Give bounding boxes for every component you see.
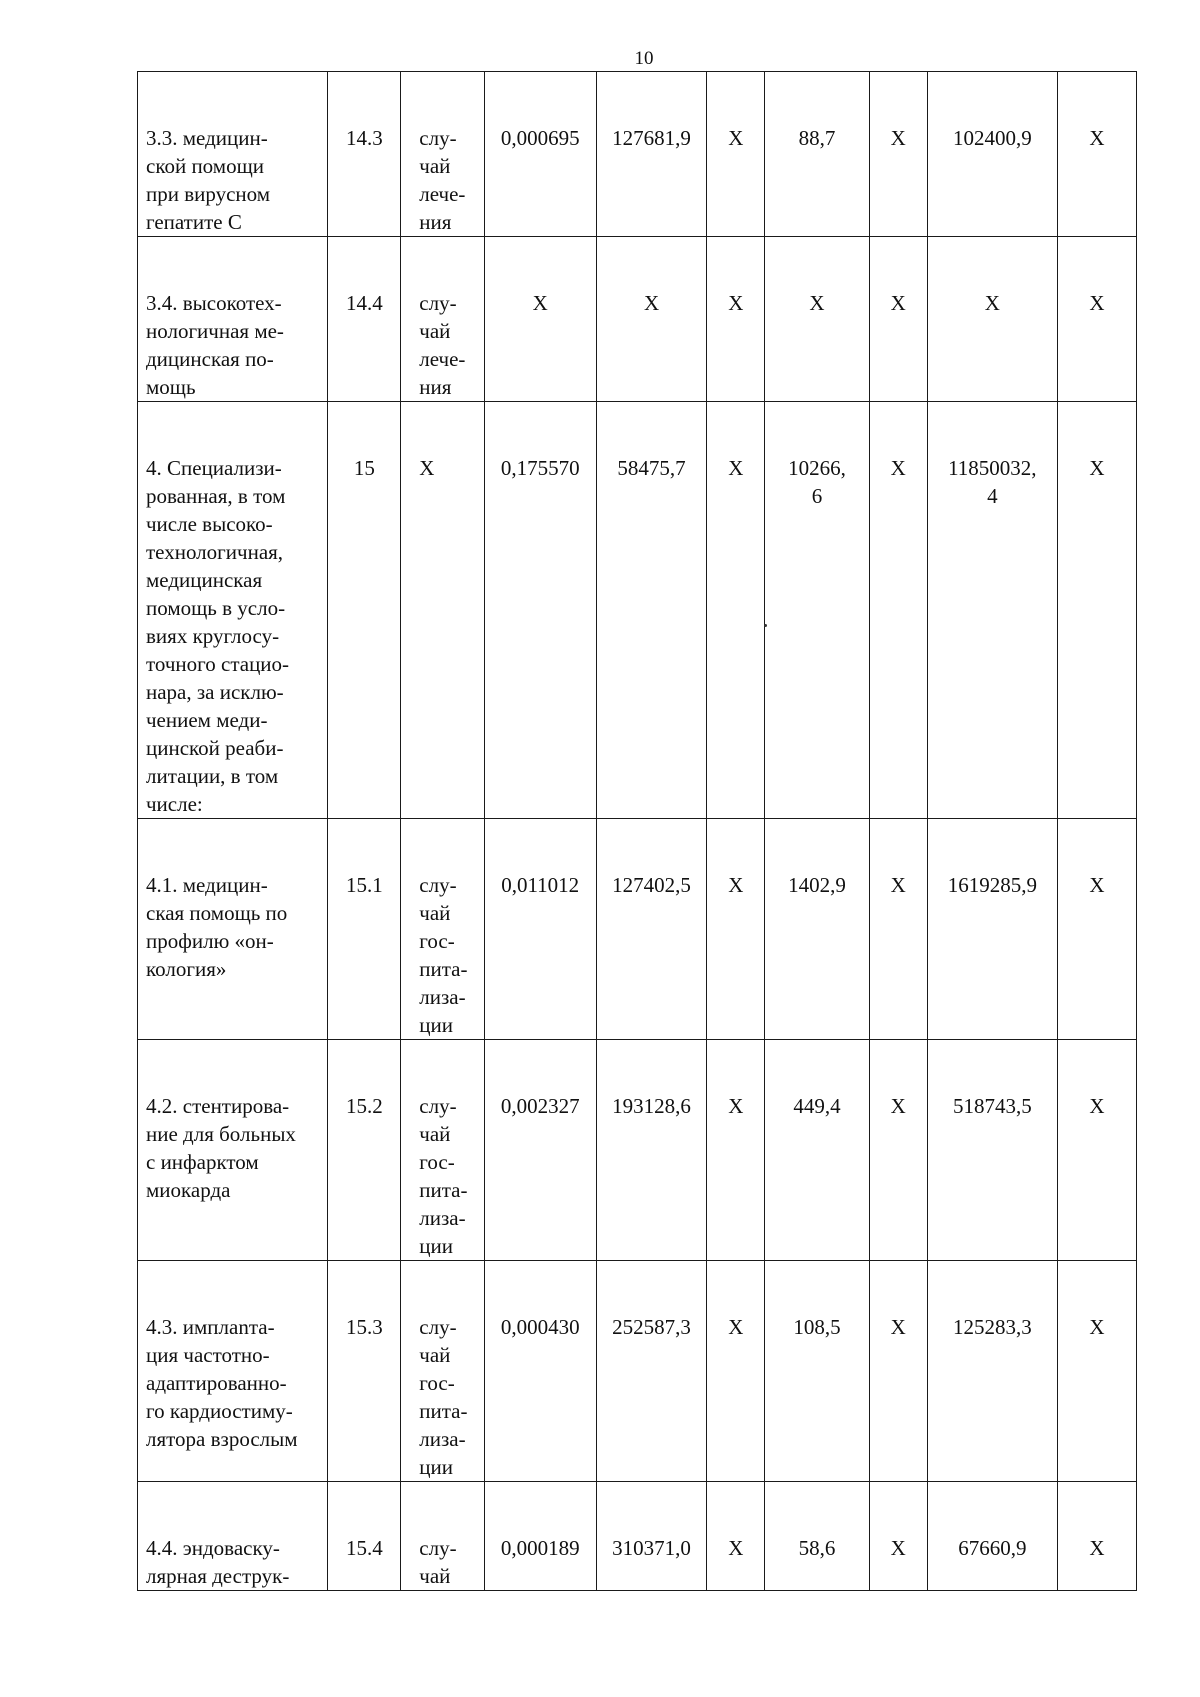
- cell-line: 125283,3: [952, 1315, 1032, 1339]
- cell-line: ской помощи: [146, 154, 264, 178]
- cell-line: литации, в том: [146, 764, 279, 788]
- cell-v5: [869, 72, 927, 237]
- table-row: [138, 402, 1137, 819]
- cell-text: X: [890, 873, 906, 897]
- cell-content: [401, 1482, 483, 1590]
- cell-content: [328, 1261, 400, 1341]
- cell-content: [401, 72, 483, 236]
- cell-line: X: [809, 291, 825, 315]
- cell-v7: [1057, 402, 1136, 819]
- cell-text: 14.3: [345, 126, 383, 150]
- cell-line: 1619285,9: [947, 873, 1037, 897]
- cell-text: 15.2: [345, 1094, 383, 1118]
- cell-v4: [765, 402, 869, 819]
- cell-v5: [869, 237, 927, 402]
- cell-line: чай: [419, 1564, 451, 1588]
- cell-content: [138, 237, 327, 401]
- cell-v1: [484, 819, 596, 1040]
- table-body: [138, 72, 1137, 1591]
- cell-line: с инфарктом: [146, 1150, 259, 1174]
- cell-line: гос-: [419, 1150, 455, 1174]
- cell-line: го кардиостиму-: [146, 1399, 293, 1423]
- cell-content: [485, 1482, 596, 1562]
- cell-line: 3.4. высокотех-: [146, 291, 282, 315]
- cell-v2: [596, 237, 706, 402]
- cell-v2: [596, 1482, 706, 1591]
- cell-line: помощь в усло-: [146, 596, 286, 620]
- cell-v5: [869, 819, 927, 1040]
- cell-line: пита-: [419, 957, 468, 981]
- cell-content: [765, 402, 868, 510]
- cell-content: [928, 237, 1057, 317]
- cell-text: X: [532, 291, 548, 315]
- cell-line: лиза-: [419, 1427, 466, 1451]
- cell-text: X: [728, 126, 744, 150]
- cell-line: слу-: [419, 1536, 457, 1560]
- cell-line: лече-: [419, 347, 466, 371]
- cell-code: [328, 1482, 401, 1591]
- cell-content: [401, 1040, 483, 1260]
- cell-content: [597, 1040, 706, 1120]
- cell-text: 15.3: [345, 1315, 383, 1339]
- cell-line: ния: [419, 375, 452, 399]
- cell-content: [870, 72, 927, 152]
- cell-content: [928, 819, 1057, 899]
- cell-line: 67660,9: [958, 1536, 1027, 1560]
- cell-text: X: [890, 1094, 906, 1118]
- cell-line: 449,4: [793, 1094, 841, 1118]
- cell-code: [328, 1040, 401, 1261]
- cell-line: миокарда: [146, 1178, 231, 1202]
- cell-line: слу-: [419, 126, 457, 150]
- cell-text: X: [643, 291, 660, 315]
- cell-v7: [1057, 819, 1136, 1040]
- cell-text: 127681,9: [612, 126, 691, 150]
- cell-content: [485, 402, 596, 482]
- cell-text: 0,000695: [500, 126, 580, 150]
- cell-content: [138, 72, 327, 236]
- cell-content: [1058, 402, 1136, 482]
- cell-line: слу-: [419, 1315, 457, 1339]
- cell-text: 127402,5: [612, 873, 691, 897]
- cell-name: [138, 1040, 328, 1261]
- cell-content: [597, 237, 706, 317]
- cell-content: [1058, 237, 1136, 317]
- table-row: [138, 237, 1137, 402]
- cell-v6: [927, 819, 1057, 1040]
- cell-name: [138, 1482, 328, 1591]
- cell-text: X: [1089, 1536, 1105, 1560]
- table-row: [138, 1482, 1137, 1591]
- scan-dot: [764, 624, 767, 627]
- cell-v4: [765, 237, 869, 402]
- cell-content: [138, 1040, 327, 1204]
- cell-text: X: [728, 1315, 744, 1339]
- cell-v1: [484, 1040, 596, 1261]
- cell-name: [138, 237, 328, 402]
- cell-content: [765, 1261, 868, 1341]
- cell-content: [485, 237, 596, 317]
- cell-line: числе высоко-: [146, 512, 273, 536]
- cell-text: 0,175570: [500, 456, 580, 480]
- cell-text: 15.4: [345, 1536, 383, 1560]
- cell-content: [870, 402, 927, 482]
- cell-code: [328, 819, 401, 1040]
- cell-text: 252587,3: [612, 1315, 691, 1339]
- cell-v5: [869, 1040, 927, 1261]
- cell-line: цинской реаби-: [146, 736, 284, 760]
- cell-text: 15.1: [345, 873, 383, 897]
- cell-text: X: [890, 1315, 906, 1339]
- cell-line: 10266,: [788, 456, 846, 480]
- cell-v1: [484, 1261, 596, 1482]
- cell-content: [870, 819, 927, 899]
- cell-content: [707, 1040, 764, 1120]
- cell-v1: [484, 237, 596, 402]
- cell-line: ции: [419, 1234, 453, 1258]
- cell-text: 14.4: [345, 291, 383, 315]
- cell-v6: [927, 402, 1057, 819]
- cell-v6: [927, 72, 1057, 237]
- cell-line: слу-: [419, 873, 457, 897]
- cell-content: [401, 237, 483, 401]
- cell-v3: [707, 72, 765, 237]
- cell-unit: [401, 402, 484, 819]
- cell-code: [328, 402, 401, 819]
- cell-line: чай: [419, 1122, 451, 1146]
- cell-line: 518743,5: [952, 1094, 1032, 1118]
- cell-content: [928, 1261, 1057, 1341]
- cell-line: слу-: [419, 291, 457, 315]
- table-row: [138, 72, 1137, 237]
- table-row: [138, 819, 1137, 1040]
- cost-table: [137, 71, 1137, 1591]
- cell-v6: [927, 1040, 1057, 1261]
- cell-text: X: [890, 291, 906, 315]
- cell-line: 102400,9: [952, 126, 1032, 150]
- cell-content: [707, 72, 764, 152]
- cell-v7: [1057, 1261, 1136, 1482]
- page-number: 10: [634, 48, 654, 69]
- cell-text: X: [1089, 1315, 1105, 1339]
- cell-text: X: [890, 1536, 906, 1560]
- cell-content: [401, 402, 483, 482]
- cell-v3: [707, 1482, 765, 1591]
- cell-line: пита-: [419, 1178, 468, 1202]
- cell-content: [485, 1040, 596, 1120]
- cell-content: [485, 1261, 596, 1341]
- cell-content: [597, 72, 706, 152]
- cell-text: X: [728, 1536, 744, 1560]
- cell-v3: [707, 237, 765, 402]
- cell-line: мощь: [146, 375, 196, 399]
- cell-name: [138, 72, 328, 237]
- cell-name: [138, 819, 328, 1040]
- cell-content: [928, 1040, 1057, 1120]
- cell-content: [485, 819, 596, 899]
- cell-content: [1058, 1040, 1136, 1120]
- cell-v5: [869, 402, 927, 819]
- cell-text: 15: [353, 456, 375, 480]
- cell-line: чай: [419, 319, 451, 343]
- cell-line: чай: [419, 1343, 451, 1367]
- cell-name: [138, 402, 328, 819]
- cell-content: [138, 1261, 327, 1453]
- cell-v3: [707, 402, 765, 819]
- cell-text: 0,002327: [500, 1094, 580, 1118]
- cell-line: гос-: [419, 1371, 455, 1395]
- cell-unit: [401, 1261, 484, 1482]
- cell-content: [597, 1482, 706, 1562]
- cell-line: X: [984, 291, 1000, 315]
- cell-text: 193128,6: [612, 1094, 691, 1118]
- cell-line: технологичная,: [146, 540, 284, 564]
- cell-line: 1402,9: [788, 873, 846, 897]
- cell-content: [707, 237, 764, 317]
- cell-line: ции: [419, 1013, 453, 1037]
- cell-line: ние для больных: [146, 1122, 296, 1146]
- cell-content: [1058, 72, 1136, 152]
- cell-v4: [765, 819, 869, 1040]
- cell-content: [870, 1261, 927, 1341]
- cell-v2: [596, 1040, 706, 1261]
- cell-content: [928, 402, 1057, 510]
- cell-line: лятора взрослым: [146, 1427, 298, 1451]
- cell-text: X: [728, 873, 744, 897]
- table-row: [138, 1261, 1137, 1482]
- cell-content: [328, 237, 400, 317]
- cell-line: при вирусном: [146, 182, 271, 206]
- cell-line: 4. Специализи-: [146, 456, 282, 480]
- cell-line: нара, за исклю-: [146, 680, 284, 704]
- cell-line: лиза-: [419, 1206, 466, 1230]
- cell-line: профилю «он-: [146, 929, 274, 953]
- cell-v7: [1057, 237, 1136, 402]
- cell-content: [707, 819, 764, 899]
- cell-content: [138, 1482, 327, 1590]
- cell-line: точного стацио-: [146, 652, 290, 676]
- cell-content: [485, 72, 596, 152]
- cell-line: 108,5: [793, 1315, 841, 1339]
- cell-unit: [401, 72, 484, 237]
- cell-v4: [765, 1040, 869, 1261]
- cell-v3: [707, 1040, 765, 1261]
- cell-v2: [596, 402, 706, 819]
- cell-line: 4: [987, 484, 998, 508]
- cell-content: [928, 72, 1057, 152]
- cell-v5: [869, 1261, 927, 1482]
- cell-v7: [1057, 1482, 1136, 1591]
- cost-table-wrapper: [137, 71, 1137, 1591]
- cell-text: X: [1089, 291, 1105, 315]
- table-row: [138, 1040, 1137, 1261]
- cell-line: слу-: [419, 1094, 457, 1118]
- cell-content: [138, 402, 327, 818]
- cell-text: X: [728, 456, 744, 480]
- cell-content: [401, 819, 483, 1039]
- cell-line: лярная деструк-: [146, 1564, 290, 1588]
- cell-line: 3.3. медицин-: [146, 126, 268, 150]
- cell-text: X: [728, 1094, 744, 1118]
- cell-line: нологичная ме-: [146, 319, 284, 343]
- cell-v4: [765, 1261, 869, 1482]
- cell-unit: [401, 1482, 484, 1591]
- cell-unit: [401, 819, 484, 1040]
- cell-line: ция частотно-: [146, 1343, 270, 1367]
- cell-code: [328, 1261, 401, 1482]
- cell-v7: [1057, 1040, 1136, 1261]
- cell-text: 0,000189: [500, 1536, 580, 1560]
- cell-v3: [707, 819, 765, 1040]
- cell-content: [870, 1040, 927, 1120]
- cell-content: [765, 237, 868, 317]
- cell-line: пита-: [419, 1399, 468, 1423]
- cell-line: лече-: [419, 182, 466, 206]
- cell-content: [138, 819, 327, 983]
- cell-content: [870, 237, 927, 317]
- cell-unit: [401, 237, 484, 402]
- cell-v6: [927, 1261, 1057, 1482]
- cell-line: 6: [811, 484, 823, 508]
- cell-content: [1058, 1261, 1136, 1341]
- cell-line: 4.1. медицин-: [146, 873, 268, 897]
- cell-line: 11850032,: [948, 456, 1037, 480]
- cell-line: рованная, в том: [146, 484, 286, 508]
- cell-text: X: [890, 126, 906, 150]
- cell-content: [870, 1482, 927, 1562]
- cell-v4: [765, 72, 869, 237]
- cell-content: [597, 402, 706, 482]
- cell-line: кология»: [146, 957, 227, 981]
- cell-line: чай: [419, 901, 451, 925]
- cell-content: [765, 72, 868, 152]
- cell-content: [765, 819, 868, 899]
- cell-v1: [484, 72, 596, 237]
- cell-code: [328, 237, 401, 402]
- cell-v6: [927, 237, 1057, 402]
- cell-content: [765, 1040, 868, 1120]
- cell-v1: [484, 1482, 596, 1591]
- cell-text: X: [1089, 126, 1105, 150]
- cell-content: [1058, 819, 1136, 899]
- cell-line: 4.2. стентирова-: [146, 1094, 290, 1118]
- cell-line: гепатите С: [146, 210, 242, 234]
- cell-content: [328, 1482, 400, 1562]
- cell-line: чай: [419, 154, 451, 178]
- cell-text: 0,000430: [500, 1315, 580, 1339]
- cell-unit: [401, 1040, 484, 1261]
- cell-text: X: [728, 291, 744, 315]
- cell-line: 4.3. имплanта-: [146, 1315, 275, 1339]
- cell-line: ции: [419, 1455, 453, 1479]
- cell-v5: [869, 1482, 927, 1591]
- cell-text: 58475,7: [617, 456, 686, 480]
- cell-text: 310371,0: [612, 1536, 691, 1560]
- cell-line: 88,7: [798, 126, 836, 150]
- cell-content: [597, 1261, 706, 1341]
- cell-line: ская помощь по: [146, 901, 288, 925]
- cell-line: адаптированно-: [146, 1371, 287, 1395]
- cell-content: [928, 1482, 1057, 1562]
- cell-line: X: [419, 456, 435, 480]
- cell-line: 58,6: [798, 1536, 836, 1560]
- cell-v2: [596, 819, 706, 1040]
- cell-code: [328, 72, 401, 237]
- cell-line: числе:: [146, 792, 203, 816]
- cell-text: 0,011012: [501, 873, 580, 897]
- cell-content: [328, 1040, 400, 1120]
- cell-content: [765, 1482, 868, 1562]
- cell-v7: [1057, 72, 1136, 237]
- cell-line: 4.4. эндоваску-: [146, 1536, 280, 1560]
- cell-v1: [484, 402, 596, 819]
- cell-text: X: [1089, 1094, 1105, 1118]
- cell-v3: [707, 1261, 765, 1482]
- cell-content: [597, 819, 706, 899]
- cell-text: X: [1089, 456, 1105, 480]
- cell-line: лиза-: [419, 985, 466, 1009]
- cell-content: [401, 1261, 483, 1481]
- cell-content: [707, 402, 764, 482]
- cell-v6: [927, 1482, 1057, 1591]
- cell-content: [707, 1261, 764, 1341]
- cell-line: чением меди-: [146, 708, 268, 732]
- cell-line: ния: [419, 210, 452, 234]
- cell-content: [328, 402, 400, 482]
- cell-name: [138, 1261, 328, 1482]
- cell-content: [328, 72, 400, 152]
- cell-line: виях круглосу-: [146, 624, 280, 648]
- cell-v2: [596, 72, 706, 237]
- cell-text: X: [890, 456, 906, 480]
- cell-line: медицинская: [146, 568, 263, 592]
- cell-line: гос-: [419, 929, 455, 953]
- cell-text: X: [1089, 873, 1105, 897]
- cell-v4: [765, 1482, 869, 1591]
- cell-v2: [596, 1261, 706, 1482]
- cell-content: [707, 1482, 764, 1562]
- cell-content: [1058, 1482, 1136, 1562]
- cell-line: дицинская по-: [146, 347, 274, 371]
- cell-content: [328, 819, 400, 899]
